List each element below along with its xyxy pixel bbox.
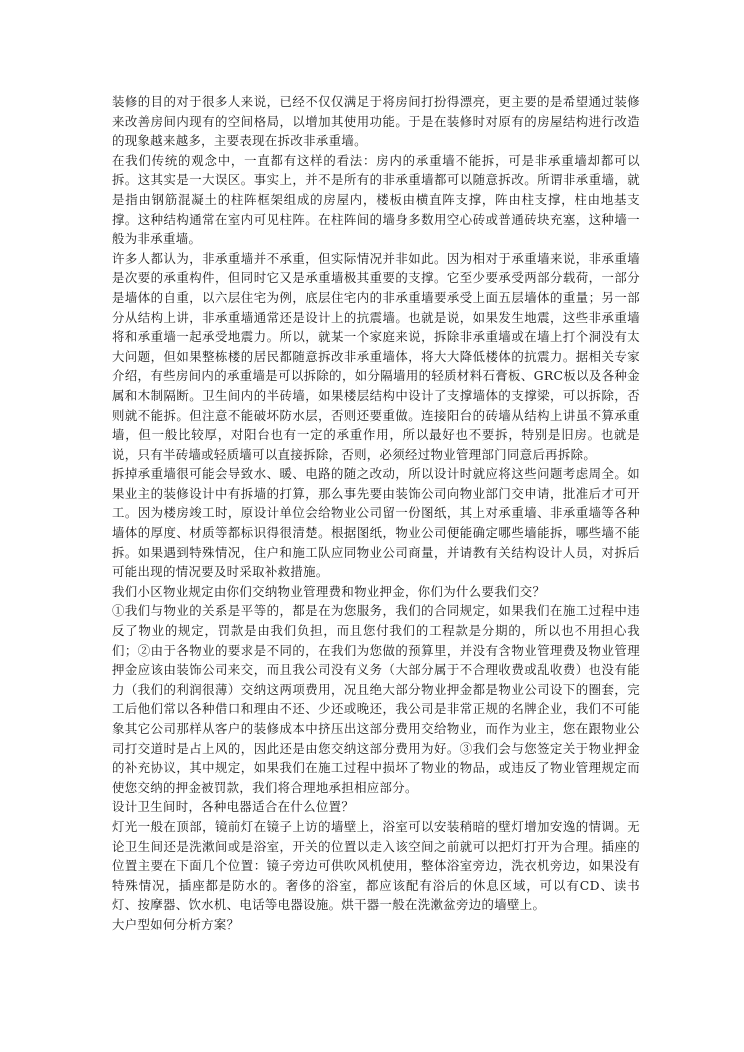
question-large-apartment: 大户型如何分析方案？ <box>112 916 240 932</box>
paragraph-demolition-procedure: 拆掉承重墙很可能会导致水、暖、电路的随之改动，所以设计时就应将这些问题考虑周全。如果业主的装修设计中有拆墙的打算，那么事先要由装饰公司向物业部门交申请，批准后才可开工。因为楼房竣工时，原设计单位会给物业公司留一份图纸，其上对承重墙、非承重墙等各种墙体的厚度、材质等都标识得很清楚。根据图纸，物业公司便能确定哪些墙能拆，哪些墙不能拆。如果遇到特殊情况，住户和施工队应同物业公司商量，并请教有关结构设计人员，对拆后可能出现的情况要及时采取补救措施。 <box>112 466 640 580</box>
paragraph-misconception: 在我们传统的观念中，一直都有这样的看法：房内的承重墙不能拆，可是非承重墙却都可以拆。这其实是一大误区。事实上，并不是所有的非承重墙都可以随意拆改。所谓非承重墙，就是指由钢筋混凝土的柱阵框架组成的房屋内，楼板由横直阵支撑，阵由柱支撑，柱由地基支撑。这种结构通常在室内可见柱阵。在柱阵间的墙身多数用空心砖或普通砖块充塞，这种墙一般为非承重墙。 <box>112 152 640 247</box>
document-body <box>112 92 640 935</box>
answer-property-fees: ①我们与物业的关系是平等的，都是在为您服务，我们的合同规定，如果我们在施工过程中违反了物业的规定，罚款是由我们负担，而且您付我们的工程款是分期的，所以也不用担心我们；②由于各物业的要求是不同的，在我们为您做的预算里，并没有含物业管理费及物业管理押金应该由装饰公司来交，而且我公司没有义务（大部分属于不合理收费或乱收费）也没有能力（我们的利润很薄）交纳这两项费用，况且绝大部分物业押金都是物业公司设下的圈套，完工后他们常以各种借口和理由不还、少还或晚还，我公司是非常正规的名牌企业，我们不可能象其它公司那样从客户的装修成本中挤压出这部分费用交给物业，而作为业主，您在跟物业公司打交道时是占上风的，因此还是由您交纳这部分费用为好。③我们会与您签定关于物业押金的补充协议，其中规定，如果我们在施工过程中损坏了物业的物品，或违反了物业管理规定而使您交纳的押金被罚款，我们将合理地承担相应部分。 <box>112 603 640 795</box>
question-bathroom-appliances: 设计卫生间时，各种电器适合在什么位置？ <box>112 799 355 815</box>
paragraph-intro: 装修的目的对于很多人来说，已经不仅仅满足于将房间打扮得漂亮，更主要的是希望通过装修来改善房间内现有的空间格局，以增加其使用功能。于是在装修时对原有的房屋结构进行改造的现象越来越多，主要表现在拆改非承重墙。 <box>112 94 640 149</box>
question-property-fees: 我们小区物业规定由你们交纳物业管理费和物业押金，你们为什么要我们交？ <box>112 583 546 599</box>
paragraph-non-load-bearing-walls: 许多人都认为，非承重墙并不承重，但实际情况并非如此。因为相对于承重墙来说，非承重墙是次要的承重构件，但同时它又是承重墙极其重要的支撑。它至少要承受两部分载荷，一部分是墙体的自重，以六层住宅为例，底层住宅内的非承重墙要承受上面五层墙体的重量；另一部分从结构上讲，非承重墙通常还是设计上的抗震墙。也就是说，如果发生地震，这些非承重墙将和承重墙一起承受地震力。所以，就某一个家庭来说，拆除非承重墙或在墙上打个洞没有太大问题，但如果整栋楼的居民都随意拆改非承重墙体，将大大降低楼体的抗震力。据相关专家介绍，有些房间内的承重墙是可以拆除的，如分隔墙用的轻质材料石膏板、GRC板以及各种金属和木制隔断。卫生间内的半砖墙，如果楼层结构中设计了支撑墙体的支撑梁，可以拆除，否则就不能拆。但注意不能破坏防水层，否则还要重做。连接阳台的砖墙从结构上讲虽不算承重墙，但一般比较厚，对阳台也有一定的承重作用，所以最好也不要拆，特别是旧房。也就是说，只有半砖墙或轻质墙可以直接拆除，否则，必须经过物业管理部门同意后再拆除。 <box>112 250 640 462</box>
answer-bathroom-appliances: 灯光一般在顶部，镜前灯在镜子上访的墙壁上，浴室可以安装稍暗的壁灯增加安逸的情调。无论卫生间还是洗漱间或是浴室，开关的位置以走入该空间之前就可以把灯打开为合理。插座的位置主要在下面几个位置：镜子旁边可供吹风机使用，整体浴室旁边，洗衣机旁边，如果没有特殊情况，插座都是防水的。奢侈的浴室，都应该配有浴后的休息区域，可以有CD、读书灯、按摩器、饮水机、电话等电器设施。烘干器一般在洗漱盆旁边的墙壁上。 <box>112 818 640 913</box>
